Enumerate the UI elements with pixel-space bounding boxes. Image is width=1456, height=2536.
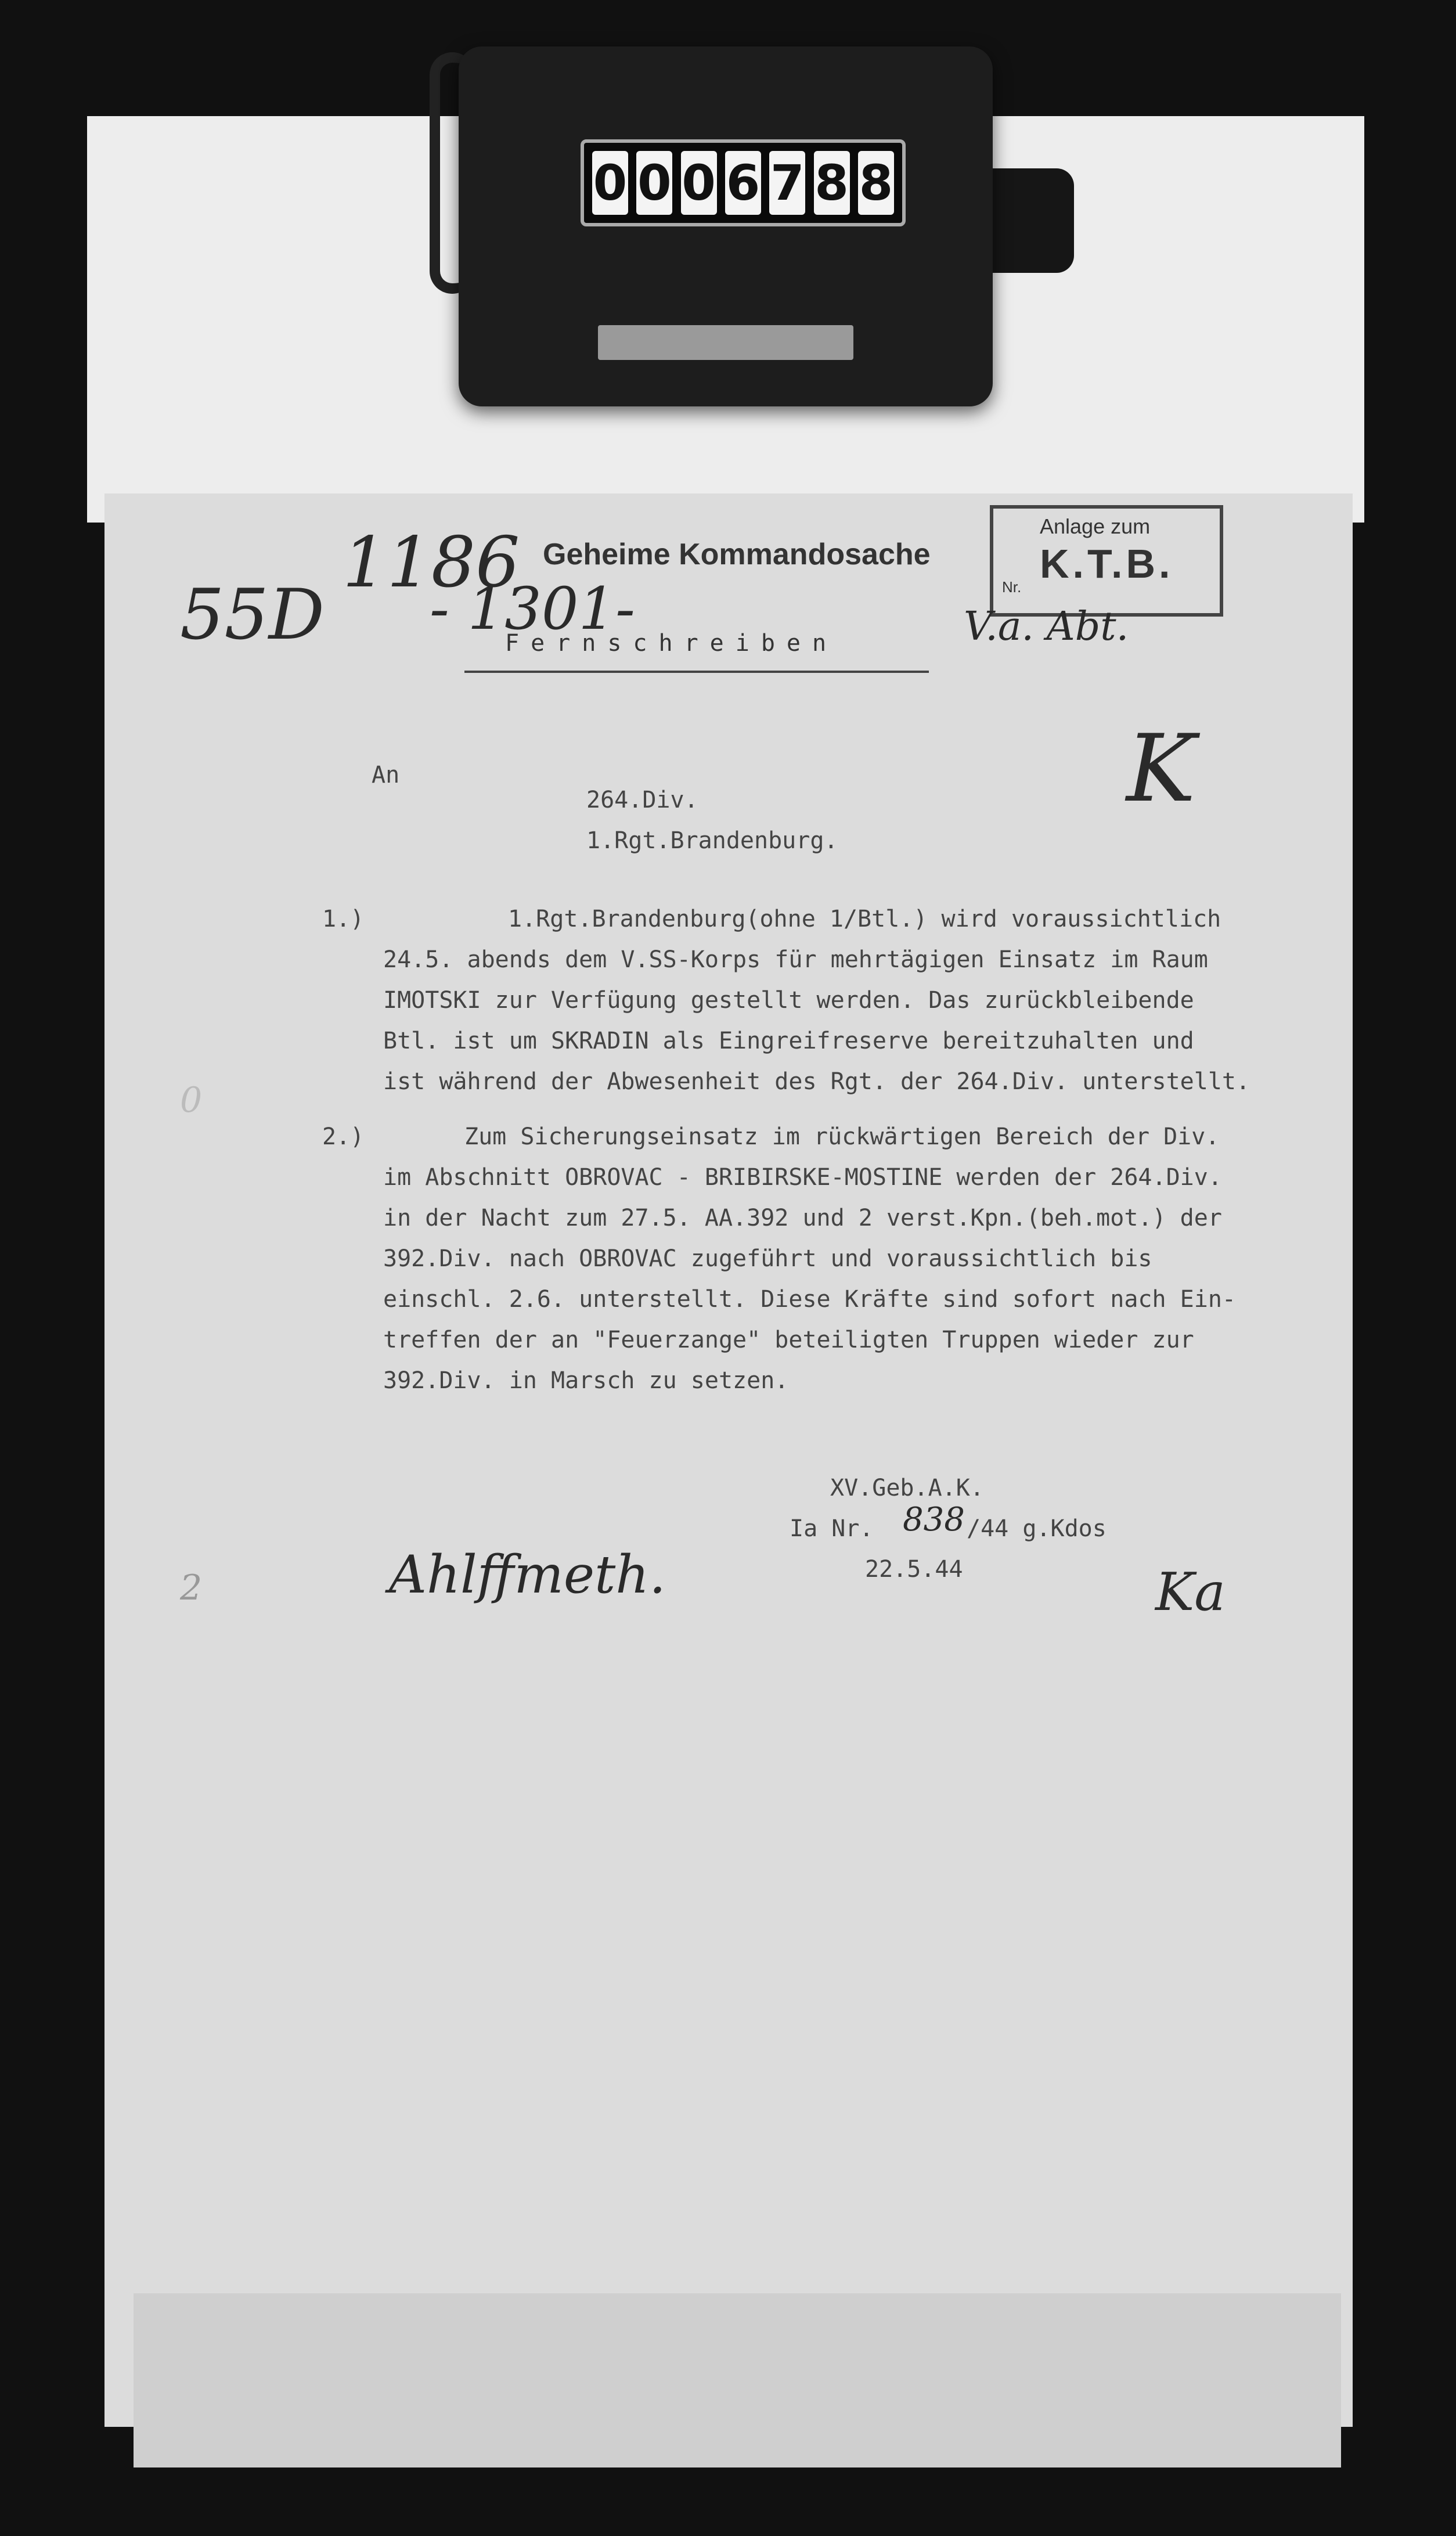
stamp-nr: Nr.: [1002, 578, 1022, 596]
paragraph-line: 392.Div. nach OBROVAC zugeführt und voraussichtlich bis: [383, 1245, 1152, 1272]
paragraph-line: IMOTSKI zur Verfügung gestellt werden. Das zurückbleibende: [383, 987, 1194, 1014]
counter-digit: 0: [636, 151, 672, 215]
document-lower-sheet: [134, 2293, 1341, 2467]
recipient-line: 1.Rgt.Brandenburg.: [586, 827, 838, 854]
recipient-line: 264.Div.: [586, 787, 698, 813]
sender-ref-number: 838: [903, 1501, 965, 1539]
document-type: Fernschreiben: [505, 630, 838, 657]
stamp-title: K.T.B.: [1040, 541, 1174, 586]
ktb-stamp: [990, 505, 1223, 617]
paragraph-line: 392.Div. in Marsch zu setzen.: [383, 1367, 789, 1394]
sender-ref-suffix: /44 g.Kdos: [967, 1515, 1107, 1542]
sender-ref-prefix: Ia Nr.: [790, 1515, 874, 1542]
handwritten-number-top: 1186: [343, 523, 520, 603]
margin-mark: 2: [180, 1568, 203, 1608]
paragraph-line: ist während der Abwesenheit des Rgt. der 264.Div. unterstellt.: [383, 1068, 1250, 1095]
counter-digit: 8: [814, 151, 850, 215]
handwritten-signature-right: Ka: [1155, 1562, 1226, 1623]
counter-display: [581, 139, 906, 226]
paragraph-number: 1.): [322, 906, 365, 932]
paragraph-line: in der Nacht zum 27.5. AA.392 und 2 verst.Kpn.(beh.mot.) der: [383, 1205, 1222, 1231]
counter-digit: 0: [592, 151, 628, 215]
paragraph-line: Btl. ist um SKRADIN als Eingreifreserve bereitzuhalten und: [383, 1028, 1194, 1054]
counter-digit: 8: [858, 151, 894, 215]
classification-title: Geheime Kommandosache: [543, 538, 931, 571]
paragraph-line: Zum Sicherungseinsatz im rückwärtigen Bereich der Div.: [464, 1123, 1220, 1150]
paragraph-line: treffen der an "Feuerzange" beteiligten Truppen wieder zur: [383, 1327, 1194, 1353]
paragraph-line: im Abschnitt OBROVAC - BRIBIRSKE-MOSTINE werden der 264.Div.: [383, 1164, 1222, 1191]
counter-digit: 6: [725, 151, 761, 215]
recipient-label: An: [372, 762, 400, 788]
counter-digit: 0: [681, 151, 717, 215]
handwritten-signature-left: Ahlffmeth.: [389, 1544, 666, 1605]
stamp-line: Anlage zum: [1040, 514, 1151, 538]
margin-mark-upper: 0: [180, 1080, 203, 1121]
paragraph-number: 2.): [322, 1123, 365, 1150]
sender-date: 22.5.44: [865, 1556, 963, 1583]
handwritten-initial: K: [1126, 714, 1196, 823]
handwritten-number-range: - 1301-: [430, 575, 635, 643]
paragraph-line: einschl. 2.6. unterstellt. Diese Kräfte sind sofort nach Ein-: [383, 1286, 1237, 1313]
counter-plate: [598, 325, 853, 360]
paragraph-line: 1.Rgt.Brandenburg(ohne 1/Btl.) wird voraussichtlich: [508, 906, 1221, 932]
header-underline: [464, 671, 929, 673]
counter-digit: 7: [769, 151, 805, 215]
handwritten-ssd: 55D: [180, 575, 325, 655]
handwritten-margin-note: V.a. Abt.: [964, 604, 1129, 650]
sender-unit: XV.Geb.A.K.: [830, 1475, 984, 1501]
paragraph-line: 24.5. abends dem V.SS-Korps für mehrtägigen Einsatz im Raum: [383, 946, 1208, 973]
